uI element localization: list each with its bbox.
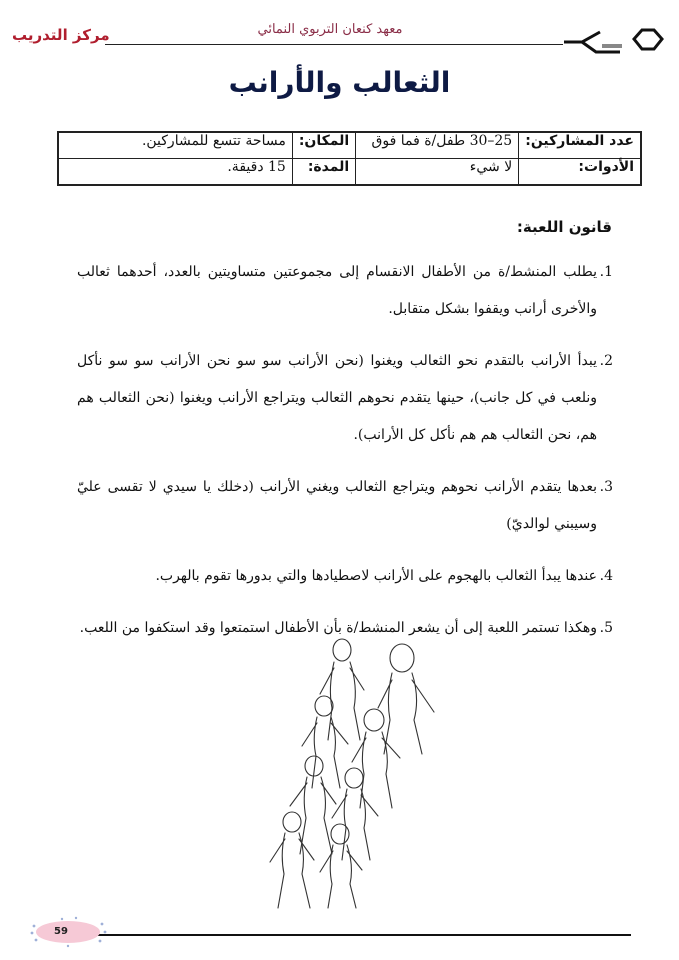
children-sketch-illustration [262,628,442,910]
rule-item [77,254,613,328]
rule-number: 1. [599,264,613,280]
place-value: مساحة تتسع للمشاركين. [58,132,292,159]
page-number: 59 [54,926,68,937]
duration-value: 15 دقيقة. [58,159,292,186]
tools-label: الأدوات: [519,159,641,186]
training-center-label: مركز التدريب [12,26,110,44]
page-title: الثعالب والأرانب [228,66,451,99]
activity-info-table [57,131,642,186]
institute-name: معهد كنعان التربوي النمائي [257,22,403,37]
info-row-tools [58,159,641,186]
rule-item [77,558,613,595]
participants-label: عدد المشاركين: [519,132,641,159]
info-row-participants [58,132,641,159]
rule-number: 3. [599,479,613,495]
rule-text: يبدأ الأرانب بالتقدم نحو الثعالب ويغنوا (نحن الأرانب سو سو نحن الأرانب سو سو نأكل ونلعب في كل جانب)، حينها يتقدم نحوهم الثعالب ويتراجع الأرانب ويغنوا (نحن الثعالب هم هم، نحن الثعالب هم هم نأكل كل الأرانب). [77,353,597,443]
rules-list [77,254,613,662]
place-label: المكان: [292,132,355,159]
footer-rule [52,934,631,936]
page-number-badge-icon [28,916,108,948]
rule-text: وهكذا تستمر اللعبة إلى أن يشعر المنشط/ة بأن الأطفال استمتعوا وقد استكفوا من اللعب. [79,620,597,636]
rule-text: يطلب المنشط/ة من الأطفال الانقسام إلى مجموعتين متساويتين بالعدد، أحدهما ثعالب والأخرى أرانب ويقفوا بشكل متقابل. [77,264,597,317]
rule-item [77,343,613,454]
institute-logo-icon [562,22,667,56]
rule-item [77,469,613,543]
duration-label: المدة: [292,159,355,186]
tools-value: لا شيء [356,159,519,186]
rule-text: بعدها يتقدم الأرانب نحوهم ويتراجع الثعالب ويغني الأرانب (دخلك يا سيدي لا تقسى عليّ وسيبني لوالديّ) [77,479,597,532]
rules-heading: قانون اللعبة: [516,218,612,236]
header-rule [105,44,563,45]
rule-number: 5. [599,620,613,636]
rule-number: 2. [599,353,613,369]
rule-number: 4. [599,568,613,584]
rule-text: عندها يبدأ الثعالب بالهجوم على الأرانب لاصطيادها والتي بدورها تقوم بالهرب. [155,568,597,584]
participants-value: 25–30 طفل/ة فما فوق [356,132,519,159]
